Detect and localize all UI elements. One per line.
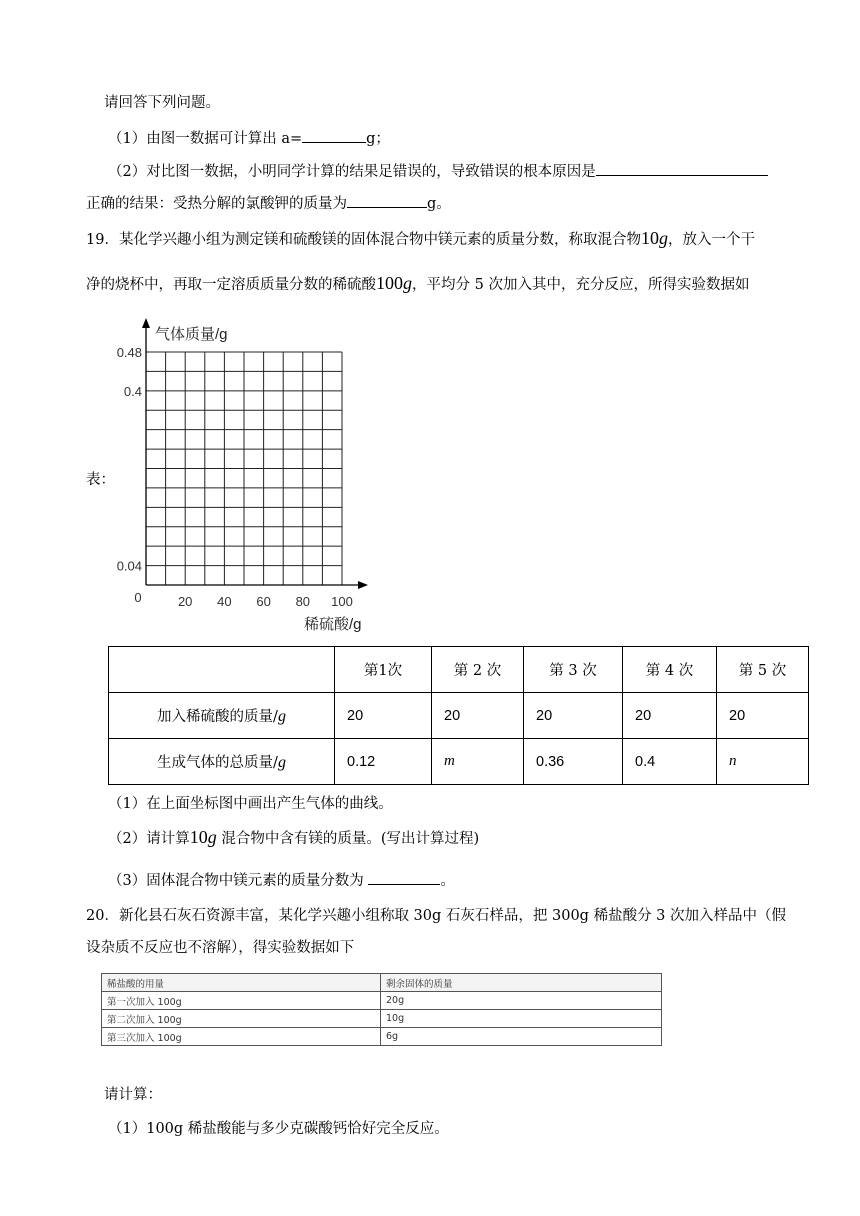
- x-tick-label: 40: [217, 594, 232, 609]
- table-header-row: [102, 974, 662, 992]
- question-19-2-text-end: 混合物中含有镁的质量。(写出计算过程): [216, 831, 480, 847]
- data-table-20: [101, 973, 662, 1046]
- question-2-line2: [86, 192, 451, 213]
- problem-19-text-end: ，放入一个干: [667, 232, 755, 248]
- intro-text: 请回答下列问题。: [104, 95, 220, 111]
- y-axis-arrow: [142, 318, 150, 328]
- table-cell: 6g: [381, 1028, 662, 1046]
- question-2-text: （2）对比图一数据，小明同学计算的结果足错误的，导致错误的根本原因是: [108, 164, 596, 180]
- table-header-cell: 第1次: [335, 647, 432, 693]
- answer-blank[interactable]: [347, 192, 427, 208]
- table-cell: 第二次加入 100g: [102, 1010, 381, 1028]
- question-19-3-end: 。: [440, 873, 455, 889]
- row-label: [109, 739, 335, 785]
- table-cell: [432, 739, 524, 785]
- table-cell: 10g: [381, 1010, 662, 1028]
- x-tick-label: 100: [331, 594, 353, 609]
- table-row: [102, 1028, 662, 1046]
- table-cell: 20g: [381, 992, 662, 1010]
- gas-mass-chart[interactable]: [100, 314, 390, 634]
- table-cell: 20: [623, 693, 717, 739]
- question-19-3-text: （3）固体混合物中镁元素的质量分数为: [108, 873, 369, 889]
- problem-19-text: 19．某化学兴趣小组为测定镁和硫酸镁的固体混合物中镁元素的质量分数，称取混合物: [86, 232, 641, 248]
- row-label-text: 生成气体的总质量/: [157, 755, 278, 771]
- x-axis-arrow: [358, 581, 368, 589]
- row-label-text: 加入稀硫酸的质量/: [157, 709, 278, 725]
- y-tick-label: 0.48: [116, 345, 142, 360]
- y-axis-label: 气体质量/g: [155, 326, 228, 343]
- table-cell: 20: [717, 693, 809, 739]
- table-row: [102, 1010, 662, 1028]
- table-header-cell: 第 2 次: [432, 647, 524, 693]
- table-header-cell: [109, 647, 335, 693]
- calc-prompt: 请计算：: [104, 1087, 162, 1103]
- question-19-2: [108, 827, 479, 848]
- origin-label: 0: [134, 590, 142, 605]
- math-unit: g: [207, 827, 217, 847]
- answer-blank[interactable]: [368, 869, 440, 885]
- table-row: [102, 992, 662, 1010]
- table-cell: 0.36: [524, 739, 623, 785]
- math-number: 10: [640, 228, 659, 248]
- question-19-3: [108, 869, 455, 890]
- table-cell: 20: [524, 693, 623, 739]
- chart-grid: [146, 352, 342, 585]
- table-header-row: [109, 647, 809, 693]
- question-19-1: （1）在上面坐标图中画出产生气体的曲线。: [108, 796, 393, 812]
- row-label: [109, 693, 335, 739]
- row-label-unit: g: [277, 708, 286, 725]
- question-19-2-text: （2）请计算: [108, 831, 190, 847]
- problem-19-text: 净的烧杯中，再取一定溶质质量分数的稀硫酸: [86, 277, 376, 293]
- table-header-cell: 剩余固体的质量: [381, 974, 662, 992]
- math-unit: g: [403, 273, 412, 293]
- table-header-cell: 稀盐酸的用量: [102, 974, 381, 992]
- table-row: [109, 693, 809, 739]
- problem-19-table-label: 表：: [86, 472, 115, 488]
- table-cell: 0.4: [623, 739, 717, 785]
- question-20-1: （1）100g 稀盐酸能与多少克碳酸钙恰好完全反应。: [108, 1121, 449, 1137]
- chart-axes: [142, 318, 368, 589]
- question-2: [108, 160, 768, 181]
- question-1: [108, 127, 390, 148]
- table-cell: 第三次加入 100g: [102, 1028, 381, 1046]
- problem-19-line2: [86, 273, 749, 294]
- variable-n: n: [729, 753, 737, 769]
- x-axis-label: 稀硫酸/g: [304, 616, 362, 633]
- row-label-unit: g: [277, 754, 286, 771]
- problem-19-text-end: ，平均分 5 次加入其中，充分反应，所得实验数据如: [412, 277, 750, 293]
- table-cell: 0.12: [335, 739, 432, 785]
- table-header-cell: 第 5 次: [717, 647, 809, 693]
- question-1-text: （1）由图一数据可计算出 a=: [108, 131, 303, 147]
- table-header-cell: 第 3 次: [524, 647, 623, 693]
- x-tick-label: 60: [256, 594, 271, 609]
- x-tick-label: 80: [295, 594, 311, 609]
- math-number: 10: [189, 827, 208, 847]
- question-2-line2-text: 正确的结果：受热分解的氯酸钾的质量为: [86, 196, 347, 212]
- variable-m: m: [444, 753, 455, 769]
- answer-blank[interactable]: [596, 160, 768, 176]
- data-table-19: [108, 646, 809, 785]
- table-cell: [717, 739, 809, 785]
- problem-20-line1: 20．新化县石灰石资源丰富，某化学兴趣小组称取 30g 石灰石样品，把 300g 稀盐酸分 3 次加入样品中（假: [86, 908, 787, 924]
- table-cell: 20: [335, 693, 432, 739]
- question-2-line2-suffix: g。: [427, 196, 451, 212]
- table-row: [109, 739, 809, 785]
- question-1-suffix: g；: [366, 131, 390, 147]
- problem-19-line1: [86, 228, 755, 249]
- y-tick-label: 0.4: [123, 383, 142, 399]
- table-cell: 第一次加入 100g: [102, 992, 381, 1010]
- x-tick-label: 20: [177, 594, 193, 609]
- math-number: 100: [376, 273, 403, 293]
- table-header-cell: 第 4 次: [623, 647, 717, 693]
- problem-20-line2: 设杂质不反应也不溶解），得实验数据如下: [86, 940, 355, 956]
- math-unit: g: [658, 228, 668, 248]
- y-tick-label: 0.04: [116, 558, 142, 574]
- table-cell: 20: [432, 693, 524, 739]
- answer-blank[interactable]: [302, 127, 366, 143]
